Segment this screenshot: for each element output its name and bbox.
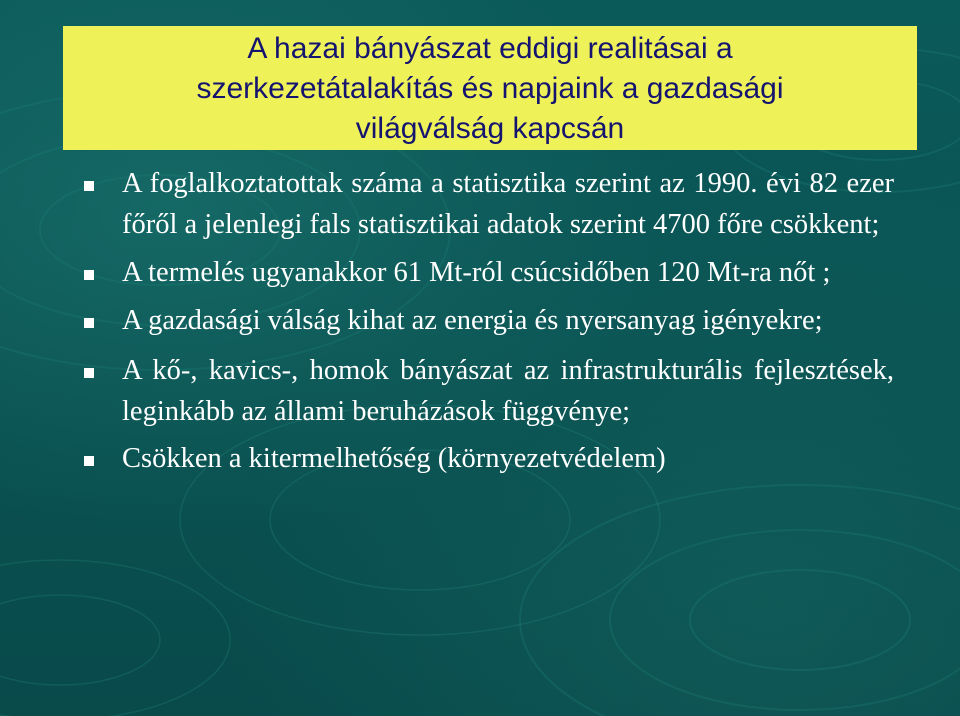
bullet-text: A kő-, kavics-, homok bányászat az infrastrukturális fejlesztések, leginkább az állami beruházások függvénye; — [122, 355, 894, 427]
bullet-text: A termelés ugyanakkor 61 Mt-ról csúcsidőben 120 Mt-ra nőt ; — [122, 257, 831, 288]
list-item — [84, 300, 894, 341]
square-bullet-icon — [84, 456, 94, 466]
square-bullet-icon — [84, 368, 94, 378]
bullet-text: Csökken a kitermelhetőség (környezetvédelem) — [122, 443, 666, 474]
square-bullet-icon — [84, 270, 94, 280]
list-item — [84, 252, 894, 293]
title-line-3: világválság kapcsán — [355, 112, 625, 145]
list-item — [84, 438, 894, 479]
title-line-1: A hazai bányászat eddigi realitásai a — [247, 32, 733, 65]
bullet-text: A gazdasági válság kihat az energia és nyersanyag igényekre; — [122, 305, 823, 336]
square-bullet-icon — [84, 318, 94, 328]
bullet-text: A foglalkoztatottak száma a statisztika szerint az 1990. évi 82 ezer főről a jelenlegi fals statisztikai adatok szerint 4700 főre csökkent; — [122, 168, 894, 240]
list-item — [84, 163, 894, 245]
list-item — [84, 350, 894, 432]
bullet-list — [84, 163, 894, 479]
title-line-2: szerkezetátalakítás és napjaink a gazdasági — [196, 72, 784, 105]
title-box — [63, 26, 917, 150]
square-bullet-icon — [84, 181, 94, 191]
